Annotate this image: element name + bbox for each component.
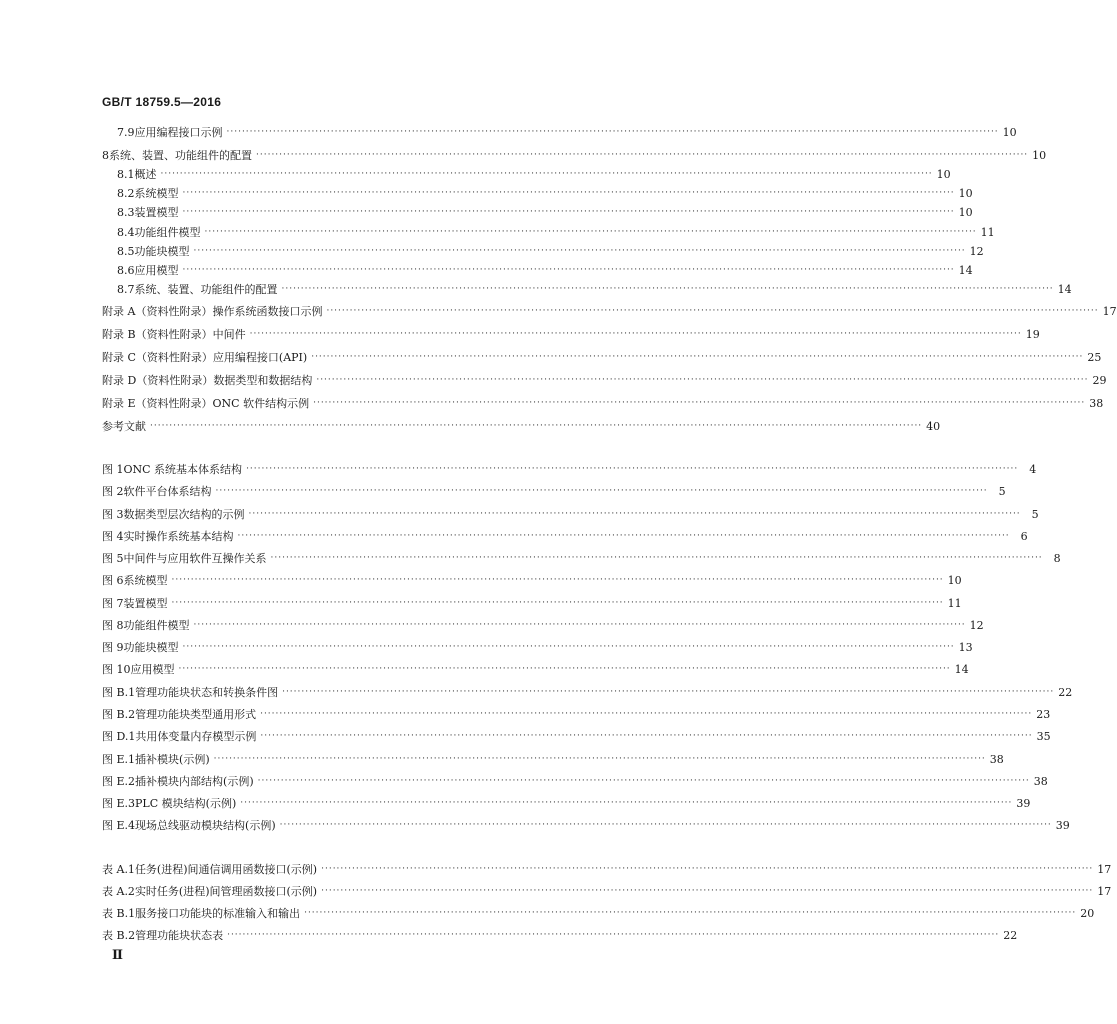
dot-leader: ········································································································································································································: [316, 375, 1089, 385]
entry-page-number: 38: [989, 752, 1004, 766]
dot-leader: ········································································································································································································: [313, 398, 1086, 408]
entry-title: 概述: [134, 168, 157, 181]
toc-entry[interactable]: [117, 165, 951, 183]
entry-page-number: 14: [958, 263, 973, 277]
page-number: Ⅱ: [112, 947, 123, 962]
dot-leader: ········································································································································································································: [260, 731, 1033, 741]
entry-page-number: 5: [998, 484, 1006, 498]
entry-title: 插补模块(示例): [135, 753, 210, 766]
toc-entry[interactable]: [102, 417, 941, 435]
entry-title: 数据类型和数据结构: [213, 374, 313, 387]
dot-leader: ········································································································································································································: [257, 776, 1030, 786]
entry-title: 管理功能块类型通用形式: [135, 708, 257, 721]
table-entry[interactable]: [102, 860, 1112, 878]
entry-page-number: 4: [1029, 462, 1037, 476]
entry-title: 应用模型: [134, 264, 179, 277]
figure-entry[interactable]: [102, 460, 1037, 478]
toc-entry[interactable]: [102, 302, 1117, 320]
toc-entry[interactable]: [117, 280, 1072, 298]
entry-number: 图 4: [102, 530, 124, 543]
dot-leader: ········································································································································································································: [304, 908, 1077, 918]
entry-number: 8.4: [117, 225, 135, 239]
dot-leader: ········································································································································································································: [193, 246, 966, 256]
entry-page-number: 40: [926, 419, 941, 433]
table-entry[interactable]: [102, 904, 1095, 922]
toc-entry[interactable]: [117, 203, 973, 221]
dot-leader: ········································································································································································································: [246, 464, 1019, 474]
figure-entry[interactable]: [102, 571, 962, 589]
entry-number: 图 8: [102, 619, 124, 632]
entry-page-number: 38: [1033, 774, 1048, 788]
entry-page-number: 8: [1053, 551, 1061, 565]
dot-leader: ········································································································································································································: [227, 930, 1000, 940]
toc-entry[interactable]: [102, 325, 1040, 343]
entry-number: 附录 C（资料性附录）: [102, 351, 213, 364]
entry-number: 8.5: [117, 244, 135, 258]
dot-leader: ········································································································································································································: [282, 687, 1055, 697]
entry-number: 表 B.1: [102, 907, 136, 920]
entry-number: 图 6: [102, 574, 124, 587]
dot-leader: ········································································································································································································: [240, 798, 1013, 808]
entry-title: 系统、装置、功能组件的配置: [109, 149, 252, 162]
toc-entry[interactable]: [117, 184, 973, 202]
entry-title: 共用体变量内存模型示例: [135, 730, 257, 743]
entry-title: 管理功能块状态表: [135, 929, 224, 942]
entry-number: 附录 B（资料性附录）: [102, 328, 213, 341]
entry-number: 8.1: [117, 167, 135, 181]
entry-number: 图 5: [102, 552, 124, 565]
entry-title: 功能块模型: [134, 245, 190, 258]
entry-title: 应用编程接口(API): [212, 351, 308, 364]
dot-leader: ········································································································································································································: [281, 284, 1054, 294]
figure-entry[interactable]: [102, 594, 962, 612]
dot-leader: ········································································································································································································: [237, 531, 1010, 541]
figure-entry[interactable]: [102, 482, 1006, 500]
entry-page-number: 17: [1102, 304, 1117, 318]
entry-number: 图 E.2: [102, 775, 136, 788]
entry-title: 中间件: [212, 328, 246, 341]
entry-page-number: 25: [1087, 350, 1102, 364]
entry-number: 图 3: [102, 508, 124, 521]
dot-leader: ········································································································································································································: [171, 575, 944, 585]
toc-entry[interactable]: [117, 261, 973, 279]
entry-page-number: 6: [1020, 529, 1028, 543]
table-entry[interactable]: [102, 926, 1018, 944]
dot-leader: ········································································································································································································: [311, 352, 1084, 362]
entry-title: 任务(进程)间通信调用函数接口(示例): [134, 863, 318, 876]
entry-page-number: 19: [1025, 327, 1040, 341]
entry-number: 8.7: [117, 282, 135, 296]
dot-leader: ········································································································································································································: [326, 306, 1099, 316]
entry-title: ONC 软件结构示例: [212, 397, 310, 410]
dot-leader: ········································································································································································································: [215, 486, 988, 496]
figure-entry[interactable]: [102, 549, 1061, 567]
figure-entry[interactable]: [102, 705, 1051, 723]
dot-leader: ········································································································································································································: [260, 709, 1033, 719]
figure-entry[interactable]: [102, 683, 1073, 701]
figure-entry[interactable]: [102, 638, 973, 656]
entry-number: 图 D.1: [102, 730, 136, 743]
entry-number: 图 2: [102, 485, 124, 498]
figure-entry[interactable]: [102, 505, 1039, 523]
figure-entry[interactable]: [102, 816, 1070, 834]
toc-entry[interactable]: [102, 394, 1104, 412]
entry-title: 装置模型: [134, 206, 179, 219]
toc-entry[interactable]: [102, 146, 1047, 164]
entry-title: 功能组件模型: [134, 226, 201, 239]
entry-page-number: 35: [1036, 729, 1051, 743]
entry-title: 应用编程接口示例: [134, 126, 223, 139]
entry-number: 附录 D（资料性附录）: [102, 374, 214, 387]
entry-page-number: 11: [947, 596, 962, 610]
dot-leader: ········································································································································································································: [160, 169, 933, 179]
figure-entry[interactable]: [102, 527, 1028, 545]
entry-number: 图 E.3: [102, 797, 136, 810]
entry-page-number: 20: [1080, 906, 1095, 920]
dot-leader: ········································································································································································································: [279, 820, 1052, 830]
entry-page-number: 10: [936, 167, 951, 181]
entry-title: 系统模型: [134, 187, 179, 200]
entry-number: 8: [102, 148, 109, 162]
entry-page-number: 10: [958, 186, 973, 200]
figure-entry[interactable]: [102, 794, 1031, 812]
entry-title: PLC 模块结构(示例): [135, 797, 237, 810]
entry-number: 表 A.2: [102, 885, 135, 898]
dot-leader: ········································································································································································································: [204, 227, 977, 237]
entry-page-number: 23: [1036, 707, 1051, 721]
entry-number: 附录 A（资料性附录）: [102, 305, 213, 318]
entry-page-number: 29: [1092, 373, 1107, 387]
entry-page-number: 13: [958, 640, 973, 654]
entry-page-number: 38: [1089, 396, 1104, 410]
toc-entry[interactable]: [102, 348, 1102, 366]
entry-title: 参考文献: [102, 420, 146, 433]
dot-leader: ········································································································································································································: [178, 664, 951, 674]
figure-entry[interactable]: [102, 616, 984, 634]
toc-entry[interactable]: [117, 123, 1017, 141]
entry-page-number: 10: [947, 573, 962, 587]
entry-page-number: 11: [980, 225, 995, 239]
entry-number: 7.9: [117, 125, 135, 139]
toc-entry[interactable]: [117, 223, 995, 241]
entry-page-number: 14: [954, 662, 969, 676]
dot-leader: ········································································································································································································: [270, 553, 1043, 563]
entry-page-number: 12: [969, 244, 984, 258]
entry-page-number: 22: [1003, 928, 1018, 942]
toc-entry[interactable]: [102, 371, 1107, 389]
entry-number: 8.3: [117, 205, 135, 219]
entry-page-number: 22: [1058, 685, 1073, 699]
entry-title: 数据类型层次结构的示例: [123, 508, 245, 521]
entry-page-number: 17: [1097, 862, 1112, 876]
dot-leader: ········································································································································································································: [256, 150, 1029, 160]
entry-page-number: 17: [1097, 884, 1112, 898]
entry-page-number: 14: [1057, 282, 1072, 296]
dot-leader: ········································································································································································································: [150, 421, 923, 431]
entry-title: 中间件与应用软件互操作关系: [123, 552, 267, 565]
figure-entry[interactable]: [102, 772, 1048, 790]
standard-number-header: GB/T 18759.5—2016: [102, 95, 222, 109]
entry-title: ONC 系统基本体系结构: [123, 463, 243, 476]
entry-title: 实时任务(进程)间管理函数接口(示例): [134, 885, 318, 898]
entry-title: 管理功能块状态和转换条件图: [135, 686, 279, 699]
table-entry[interactable]: [102, 882, 1112, 900]
entry-title: 插补模块内部结构(示例): [135, 775, 254, 788]
entry-title: 系统模型: [123, 574, 168, 587]
entry-title: 功能块模型: [123, 641, 179, 654]
entry-title: 现场总线驱动模块结构(示例): [135, 819, 276, 832]
dot-leader: ········································································································································································································: [248, 509, 1021, 519]
dot-leader: ········································································································································································································: [213, 754, 986, 764]
entry-number: 图 B.2: [102, 708, 136, 721]
entry-number: 图 E.4: [102, 819, 136, 832]
entry-number: 图 9: [102, 641, 124, 654]
entry-title: 实时操作系统基本结构: [123, 530, 234, 543]
dot-leader: ········································································································································································································: [171, 598, 944, 608]
figure-entry[interactable]: [102, 660, 969, 678]
entry-page-number: 12: [969, 618, 984, 632]
entry-number: 图 7: [102, 597, 124, 610]
dot-leader: ········································································································································································································: [182, 207, 955, 217]
entry-page-number: 10: [1032, 148, 1047, 162]
entry-title: 应用模型: [130, 663, 175, 676]
dot-leader: ········································································································································································································: [321, 886, 1094, 896]
entry-page-number: 10: [958, 205, 973, 219]
entry-number: 表 B.2: [102, 929, 136, 942]
dot-leader: ········································································································································································································: [182, 188, 955, 198]
entry-number: 8.2: [117, 186, 135, 200]
entry-number: 图 1: [102, 463, 124, 476]
entry-number: 附录 E（资料性附录）: [102, 397, 213, 410]
dot-leader: ········································································································································································································: [321, 864, 1094, 874]
entry-title: 装置模型: [123, 597, 168, 610]
entry-title: 系统、装置、功能组件的配置: [134, 283, 278, 296]
entry-page-number: 5: [1031, 507, 1039, 521]
entry-number: 表 A.1: [102, 863, 135, 876]
entry-page-number: 10: [1002, 125, 1017, 139]
entry-number: 图 E.1: [102, 753, 136, 766]
dot-leader: ········································································································································································································: [182, 642, 955, 652]
entry-title: 服务接口功能块的标准输入和输出: [135, 907, 301, 920]
entry-page-number: 39: [1016, 796, 1031, 810]
entry-page-number: 39: [1055, 818, 1070, 832]
entry-number: 8.6: [117, 263, 135, 277]
dot-leader: ········································································································································································································: [226, 127, 999, 137]
entry-number: 图 B.1: [102, 686, 136, 699]
dot-leader: ········································································································································································································: [182, 265, 955, 275]
entry-number: 图 10: [102, 663, 131, 676]
entry-title: 功能组件模型: [123, 619, 190, 632]
dot-leader: ········································································································································································································: [193, 620, 966, 630]
toc-entry[interactable]: [117, 242, 984, 260]
figure-entry[interactable]: [102, 750, 1004, 768]
entry-title: 软件平台体系结构: [123, 485, 212, 498]
dot-leader: ········································································································································································································: [249, 329, 1022, 339]
entry-title: 操作系统函数接口示例: [212, 305, 323, 318]
figure-entry[interactable]: [102, 727, 1051, 745]
